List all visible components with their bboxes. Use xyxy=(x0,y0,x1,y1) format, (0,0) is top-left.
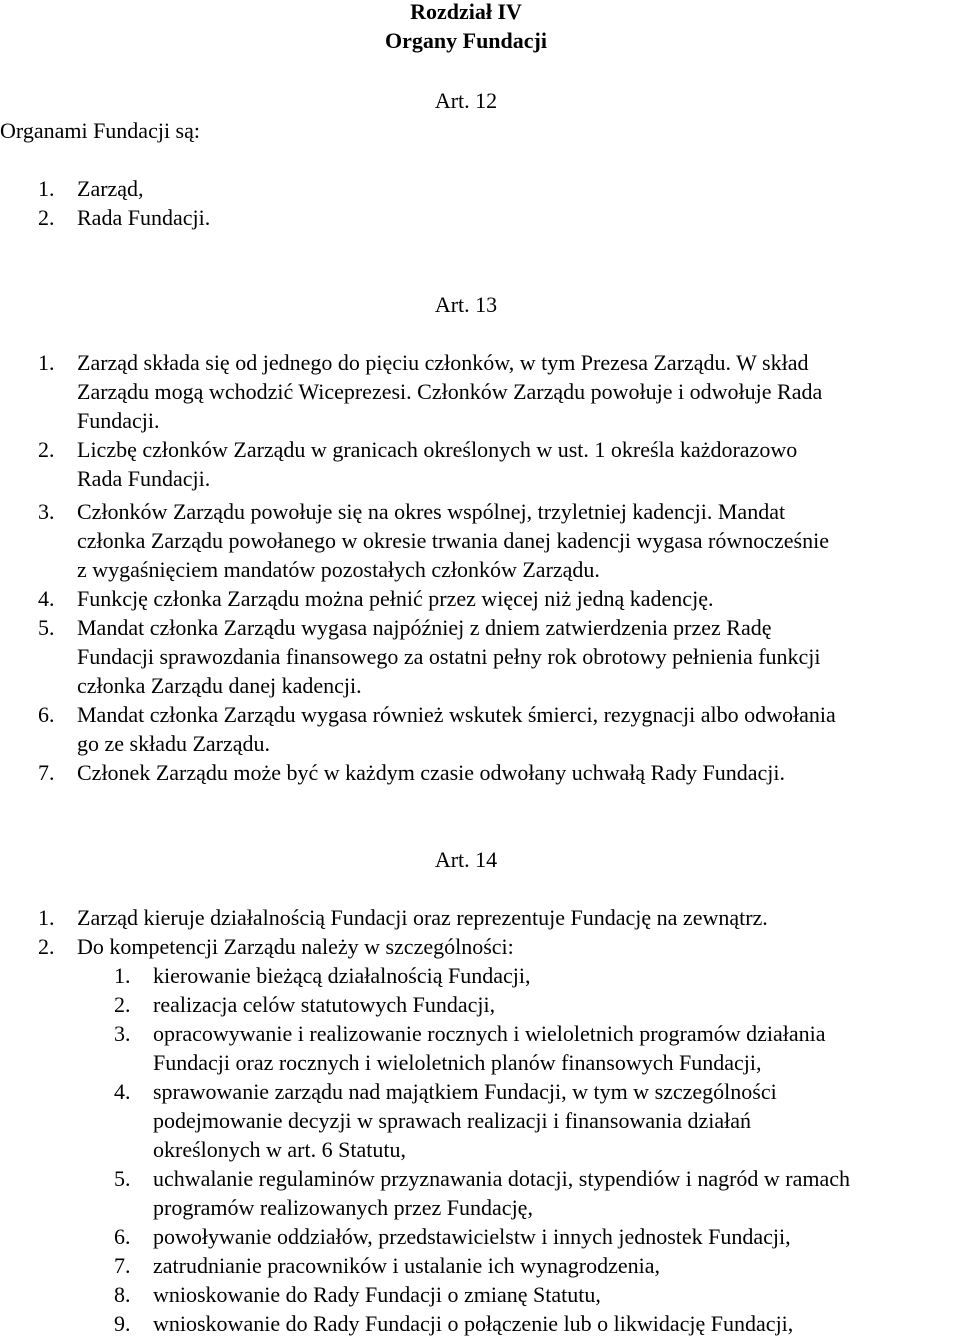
art14-subitem-5 xyxy=(114,1164,960,1222)
subitem-number: 7. xyxy=(114,1253,131,1278)
item-number: 2. xyxy=(38,934,55,959)
item-number: 5. xyxy=(38,615,55,640)
item-line: Zarządu mogą wchodzić Wiceprezesi. Członków Zarządu powołuje i odwołuje Rada xyxy=(77,379,823,404)
art14-heading: Art. 14 xyxy=(434,847,498,872)
art13-item-6 xyxy=(38,700,958,758)
subitem-number: 8. xyxy=(114,1282,131,1307)
subitem-line: kierowanie bieżącą działalnością Fundacji, xyxy=(153,963,531,988)
item-number: 1. xyxy=(38,350,55,375)
item-number: 1. xyxy=(38,905,55,930)
subitem-line: uchwalanie regulaminów przyznawania dotacji, stypendiów i nagród w ramach xyxy=(153,1166,851,1191)
art14-subitem-9 xyxy=(114,1309,960,1338)
subitem-number: 2. xyxy=(114,992,131,1017)
subitem-number: 9. xyxy=(114,1311,131,1336)
item-number: 2. xyxy=(38,437,55,462)
item-line: Mandat członka Zarządu wygasa najpóźniej z dniem zatwierdzenia przez Radę xyxy=(77,615,772,640)
item-line: go ze składu Zarządu. xyxy=(77,731,271,756)
subitem-line: opracowywanie i realizowanie rocznych i wieloletnich programów działania xyxy=(153,1021,826,1046)
art13-item-4 xyxy=(38,584,958,613)
art13-item-3 xyxy=(38,497,958,584)
subitem-line: określonych w art. 6 Statutu, xyxy=(153,1137,406,1162)
item-number: 6. xyxy=(38,702,55,727)
item-line: Zarząd kieruje działalnością Fundacji oraz reprezentuje Fundację na zewnątrz. xyxy=(77,905,768,930)
chapter-title: Rozdział IV xyxy=(410,0,522,24)
art14-subitem-3 xyxy=(114,1019,960,1077)
subitem-number: 6. xyxy=(114,1224,131,1249)
item-line: Do kompetencji Zarządu należy w szczególności: xyxy=(77,934,514,959)
art14-item-1 xyxy=(38,903,958,932)
subitem-number: 5. xyxy=(114,1166,131,1191)
item-line: członka Zarządu danej kadencji. xyxy=(77,673,362,698)
art13-heading: Art. 13 xyxy=(434,292,498,317)
art14-subitem-4 xyxy=(114,1077,960,1164)
item-number: 3. xyxy=(38,499,55,524)
item-number: 4. xyxy=(38,586,55,611)
subitem-line: wnioskowanie do Rady Fundacji o zmianę Statutu, xyxy=(153,1282,601,1307)
item-line: Zarząd składa się od jednego do pięciu członków, w tym Prezesa Zarządu. W skład xyxy=(77,350,809,375)
subitem-number: 1. xyxy=(114,963,131,988)
item-line: Członków Zarządu powołuje się na okres wspólnej, trzyletniej kadencji. Mandat xyxy=(77,499,786,524)
item-line: Fundacji. xyxy=(77,408,160,433)
art12-item-1 xyxy=(38,174,958,203)
subitem-line: sprawowanie zarządu nad majątkiem Fundacji, w tym w szczególności xyxy=(153,1079,777,1104)
subitem-number: 4. xyxy=(114,1079,131,1104)
item-number: 2. xyxy=(38,205,55,230)
item-line: członka Zarządu powołanego w okresie trwania danej kadencji wygasa równocześnie xyxy=(77,528,829,553)
item-line: Liczbę członków Zarządu w granicach określonych w ust. 1 określa każdorazowo xyxy=(77,437,798,462)
art14-subitem-7 xyxy=(114,1251,960,1280)
item-text: Rada Fundacji. xyxy=(77,205,211,230)
art13-item-5 xyxy=(38,613,958,700)
subitem-line: realizacja celów statutowych Fundacji, xyxy=(153,992,496,1017)
art12-intro: Organami Fundacji są: xyxy=(0,118,200,143)
art14-subitem-6 xyxy=(114,1222,960,1251)
art13-item-1 xyxy=(38,348,958,435)
art14-subitem-8 xyxy=(114,1280,960,1309)
item-line: Fundacji sprawozdania finansowego za ostatni pełny rok obrotowy pełnienia funkcji xyxy=(77,644,821,669)
item-number: 1. xyxy=(38,176,55,201)
item-line: z wygaśnięciem mandatów pozostałych członków Zarządu. xyxy=(77,557,600,582)
art13-item-7 xyxy=(38,758,958,787)
item-line: Członek Zarządu może być w każdym czasie odwołany uchwałą Rady Fundacji. xyxy=(77,760,786,785)
item-line: Rada Fundacji. xyxy=(77,466,211,491)
art13-item-2 xyxy=(38,435,958,493)
subitem-line: zatrudnianie pracowników i ustalanie ich wynagrodzenia, xyxy=(153,1253,661,1278)
subitem-line: powoływanie oddziałów, przedstawicielstw i innych jednostek Fundacji, xyxy=(153,1224,791,1249)
art12-heading: Art. 12 xyxy=(434,88,498,113)
art14-subitem-1 xyxy=(114,961,960,990)
art14-subitem-2 xyxy=(114,990,960,1019)
subitem-line: Fundacji oraz rocznych i wieloletnich planów finansowych Fundacji, xyxy=(153,1050,762,1075)
subitem-number: 3. xyxy=(114,1021,131,1046)
art12-item-2 xyxy=(38,203,958,232)
item-number: 7. xyxy=(38,760,55,785)
subitem-line: podejmowanie decyzji w sprawach realizacji i finansowania działań xyxy=(153,1108,752,1133)
chapter-subtitle: Organy Fundacji xyxy=(385,28,547,53)
subitem-line: programów realizowanych przez Fundację, xyxy=(153,1195,533,1220)
item-text: Zarząd, xyxy=(77,176,144,201)
item-line: Mandat członka Zarządu wygasa również wskutek śmierci, rezygnacji albo odwołania xyxy=(77,702,836,727)
item-line: Funkcję członka Zarządu można pełnić przez więcej niż jedną kadencję. xyxy=(77,586,714,611)
subitem-line: wnioskowanie do Rady Fundacji o połączenie lub o likwidację Fundacji, xyxy=(153,1311,794,1336)
art14-item-2 xyxy=(38,932,958,961)
